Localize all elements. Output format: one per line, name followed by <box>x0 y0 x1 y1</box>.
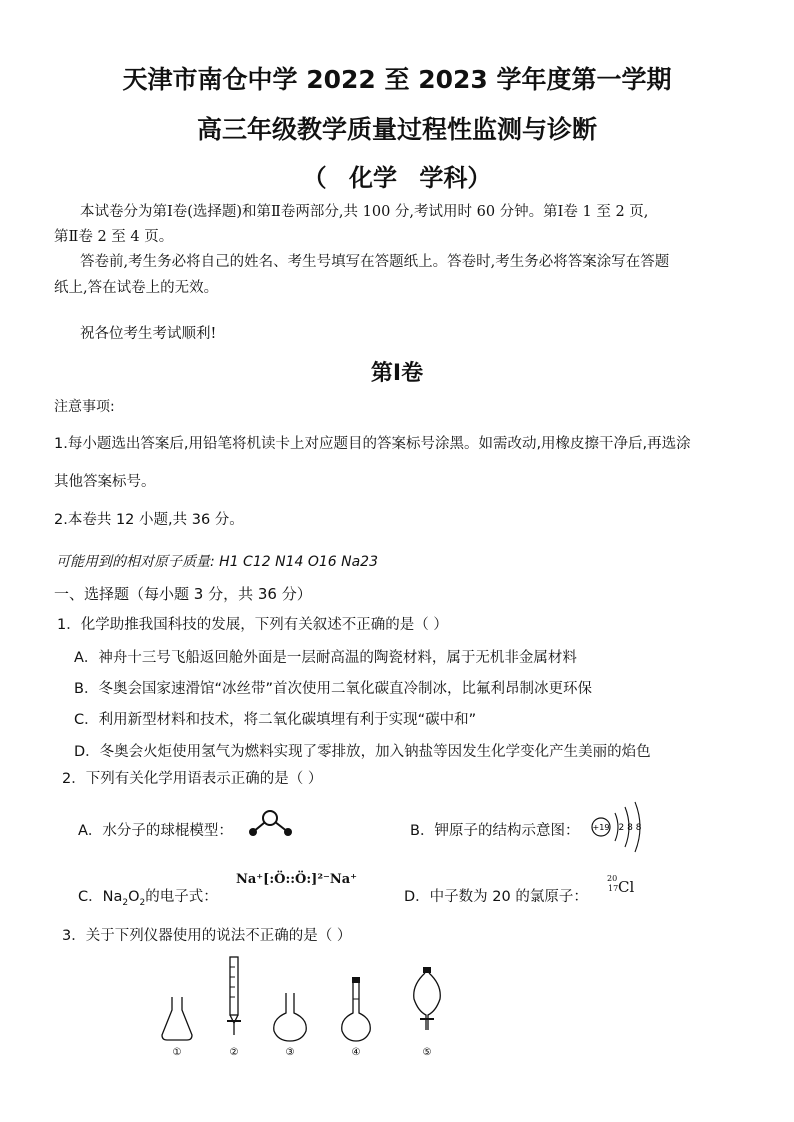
q2-c-prefix: C． <box>78 889 103 905</box>
instructions-p1a: 本试卷分为第Ⅰ卷(选择题)和第Ⅱ卷两部分,共 100 分,考试用时 60 分钟。第Ⅰ卷 1 至 2 页, <box>80 204 649 220</box>
q2-c-sub2: 2 <box>139 897 146 908</box>
q2-c-sub1: 2 <box>122 897 129 908</box>
exam-title-line1: 天津市南仓中学 2022 至 2023 学年度第一学期 <box>122 65 672 94</box>
atomic-masses: 可能用到的相对原子质量: H1 C12 N14 O16 Na23 <box>56 554 378 570</box>
q2-option-d: D．中子数为 20 的氯原子： <box>404 889 588 905</box>
exam-title-line2: 高三年级教学质量过程性监测与诊断 <box>196 115 597 144</box>
note-1b: 其他答案标号。 <box>54 474 156 490</box>
instructions-p1b: 第Ⅱ卷 2 至 4 页。 <box>54 229 174 245</box>
q2-stem: 2．下列有关化学用语表示正确的是（ ） <box>62 771 323 787</box>
instructions-p2a: 答卷前,考生务必将自己的姓名、考生号填写在答题纸上。答卷时,考生务必将答案涂写在答题 <box>80 254 670 270</box>
apparatus-label-3: ③ <box>285 1047 295 1058</box>
q1-option-b: B．冬奥会国家速滑馆“冰丝带”首次使用二氧化碳直冷制冰，比氟利昂制冰更环保 <box>74 681 592 697</box>
apparatus-label-2: ② <box>229 1047 239 1058</box>
q2-c-o: O <box>128 889 140 905</box>
part1-heading: 一、选择题（每小题 3 分，共 36 分） <box>54 585 312 603</box>
q3-stem: 3．关于下列仪器使用的说法不正确的是（ ） <box>62 928 352 944</box>
apparatus-label-1: ① <box>172 1047 182 1058</box>
q2-option-c <box>78 885 218 908</box>
burette-icon <box>227 957 241 1035</box>
q1-option-c: C．利用新型材料和技术，将二氧化碳填埋有利于实现“碳中和” <box>74 712 477 728</box>
volumetric-flask-icon <box>342 977 371 1041</box>
chlorine-isotope-notation <box>607 874 647 904</box>
q1-option-a: A．神舟十三号飞船返回舱外面是一层耐高温的陶瓷材料，属于无机非金属材料 <box>74 650 577 666</box>
lab-apparatus-figure <box>150 955 450 1060</box>
q2-option-b: B．钾原子的结构示意图： <box>410 823 580 839</box>
flat-bottom-flask-icon <box>274 993 307 1041</box>
q1-option-d: D．冬奥会火炬使用氢气为燃料实现了零排放，加入钠盐等因发生化学变化产生美丽的焰色 <box>74 744 651 760</box>
section-title: 第Ⅰ卷 <box>370 361 424 386</box>
separatory-funnel-icon <box>414 967 441 1030</box>
chlorine-symbol: Cl <box>618 878 635 896</box>
good-luck-text: 祝各位考生考试顺利! <box>80 326 217 342</box>
water-ball-stick-model <box>243 808 303 840</box>
instructions-p2b: 纸上,答在试卷上的无效。 <box>54 280 219 296</box>
potassium-atom-structure-diagram <box>588 796 658 856</box>
notes-heading: 注意事项: <box>54 399 115 415</box>
subject-title: （ 化学 学科） <box>302 164 492 192</box>
q2-c-suffix: 的电子式： <box>145 889 218 905</box>
sodium-peroxide-electron-formula: Na⁺[:Ö::Ö:]²⁻Na⁺ <box>236 872 358 887</box>
q2-option-a: A．水分子的球棍模型： <box>78 823 233 839</box>
q1-stem: 1．化学助推我国科技的发展，下列有关叙述不正确的是（ ） <box>57 617 448 633</box>
electron-shells: 2 8 8 <box>618 823 642 833</box>
note-1a: 1.每小题选出答案后,用铅笔将机读卡上对应题目的答案标号涂黑。如需改动,用橡皮擦干净后,再选涂 <box>54 436 691 452</box>
note-2: 2.本卷共 12 小题,共 36 分。 <box>54 512 244 528</box>
q2-c-na: Na <box>102 889 123 905</box>
mass-number: 20 <box>607 874 618 883</box>
nucleus-charge: +19 <box>592 823 610 832</box>
apparatus-label-5: ⑤ <box>422 1047 432 1058</box>
atomic-number: 17 <box>608 884 619 893</box>
conical-flask-icon <box>162 997 192 1040</box>
apparatus-label-4: ④ <box>351 1047 361 1058</box>
